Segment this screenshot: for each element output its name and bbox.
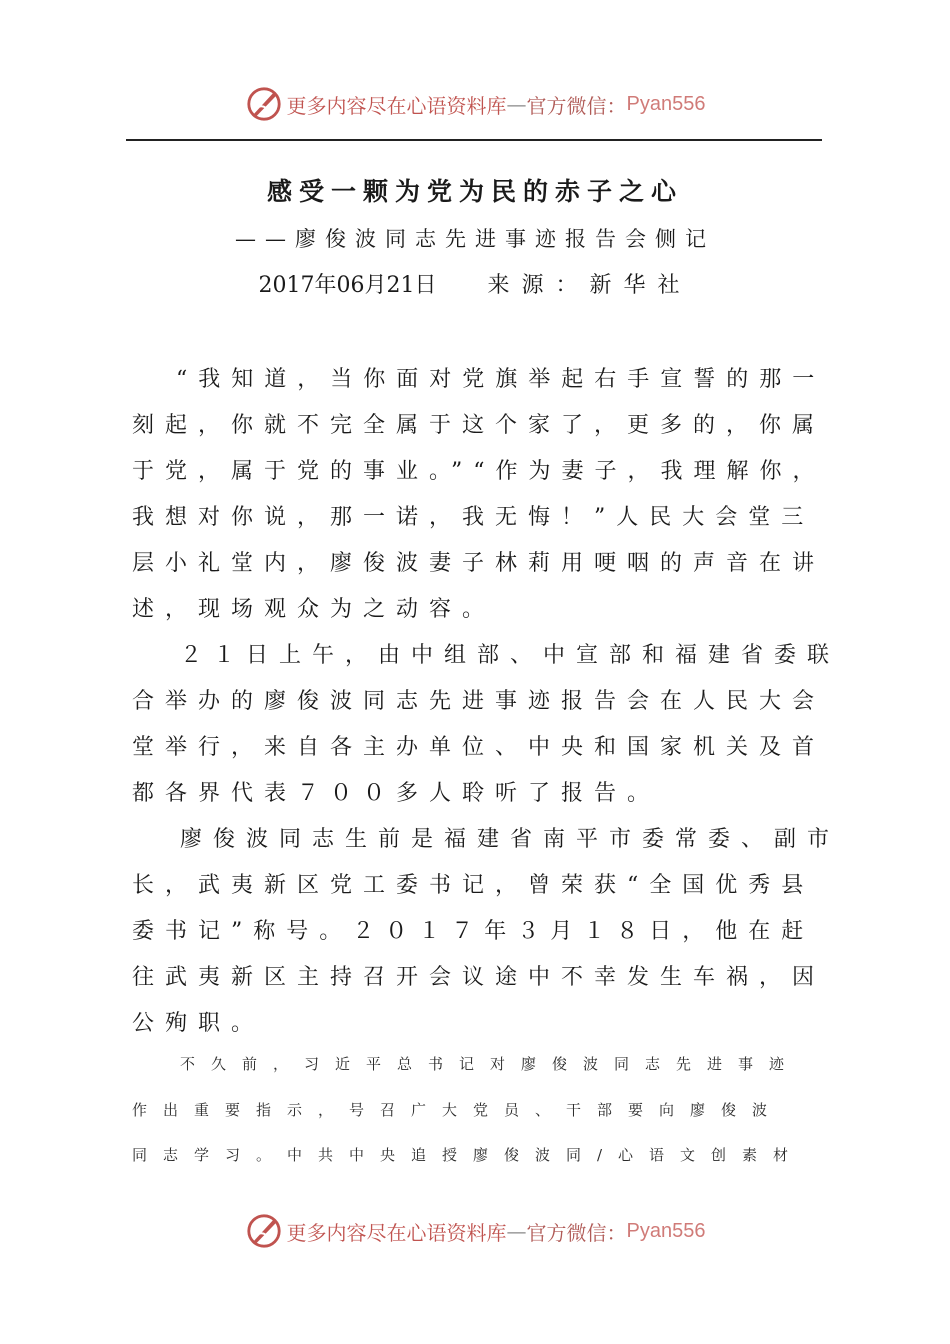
body-line: 都各界代表７００多人聆听了报告。 (132, 781, 661, 806)
body-line: 委书记”称号。２０１７年３月１８日，他在赶 (132, 919, 815, 944)
header-banner (0, 82, 950, 126)
dateline (0, 268, 950, 299)
page-subtitle: ——廖俊波同志先进事迹报告会侧记 (235, 227, 715, 251)
body-line: 公殉职。 (132, 1011, 265, 1036)
body-line: 刻起，你就不完全属于这个家了，更多的，你属 (132, 413, 826, 438)
body-line: 层小礼堂内，廖俊波妻子林莉用哽咽的声音在讲 (132, 551, 826, 576)
banner-separator: — (506, 92, 527, 116)
banner-slogan: 更多内容尽在心语资料库 (286, 93, 507, 118)
banner-wechat-label: 官方微信： (526, 1220, 627, 1245)
body-line: 合举办的廖俊波同志先进事迹报告会在人民大会 (132, 689, 826, 714)
header-divider (126, 139, 822, 141)
body-small-line: 作出重要指示，号召广大党员、干部要向廖俊波 (132, 1101, 784, 1119)
banner-wechat-id: Pyan556 (626, 92, 706, 115)
body-line: 述，现场观众为之动容。 (132, 597, 496, 622)
banner-slogan: 更多内容尽在心语资料库 (286, 1220, 507, 1245)
body-line: 长，武夷新区党工委书记，曾荣获“全国优秀县 (132, 873, 815, 898)
banner-wechat-id: Pyan556 (626, 1219, 706, 1242)
body-line: “我知道，当你面对党旗举起右手宣誓的那一 (176, 367, 826, 392)
page-title: 感受一颗为党为民的赤子之心 (266, 177, 683, 206)
body-small-line: 不久前，习近平总书记对廖俊波同志先进事迹 (180, 1055, 801, 1073)
footer-banner (0, 1209, 950, 1253)
banner-separator: — (506, 1219, 527, 1243)
body-small-line: 同志学习。中共中央追授廖俊波同/心语文创素材 (132, 1146, 805, 1164)
body-line: ２１日上午，由中组部、中宣部和福建省委联 (180, 643, 841, 668)
news-source: 来源：新华社 (487, 273, 692, 298)
banner-wechat-label: 官方微信： (526, 93, 627, 118)
quill-logo-icon (245, 1212, 283, 1250)
body-line: 我想对你说，那一诺，我无悔！”人民大会堂三 (132, 505, 815, 530)
quill-logo-icon (245, 85, 283, 123)
body-line: 于党，属于党的事业。”“作为妻子，我理解你， (132, 459, 826, 484)
publish-date: 2017年06月21日 (258, 273, 437, 298)
body-line: 往武夷新区主持召开会议途中不幸发生车祸，因 (132, 965, 826, 990)
body-line: 廖俊波同志生前是福建省南平市委常委、副市 (180, 827, 841, 852)
body-line: 堂举行，来自各主办单位、中央和国家机关及首 (132, 735, 826, 760)
